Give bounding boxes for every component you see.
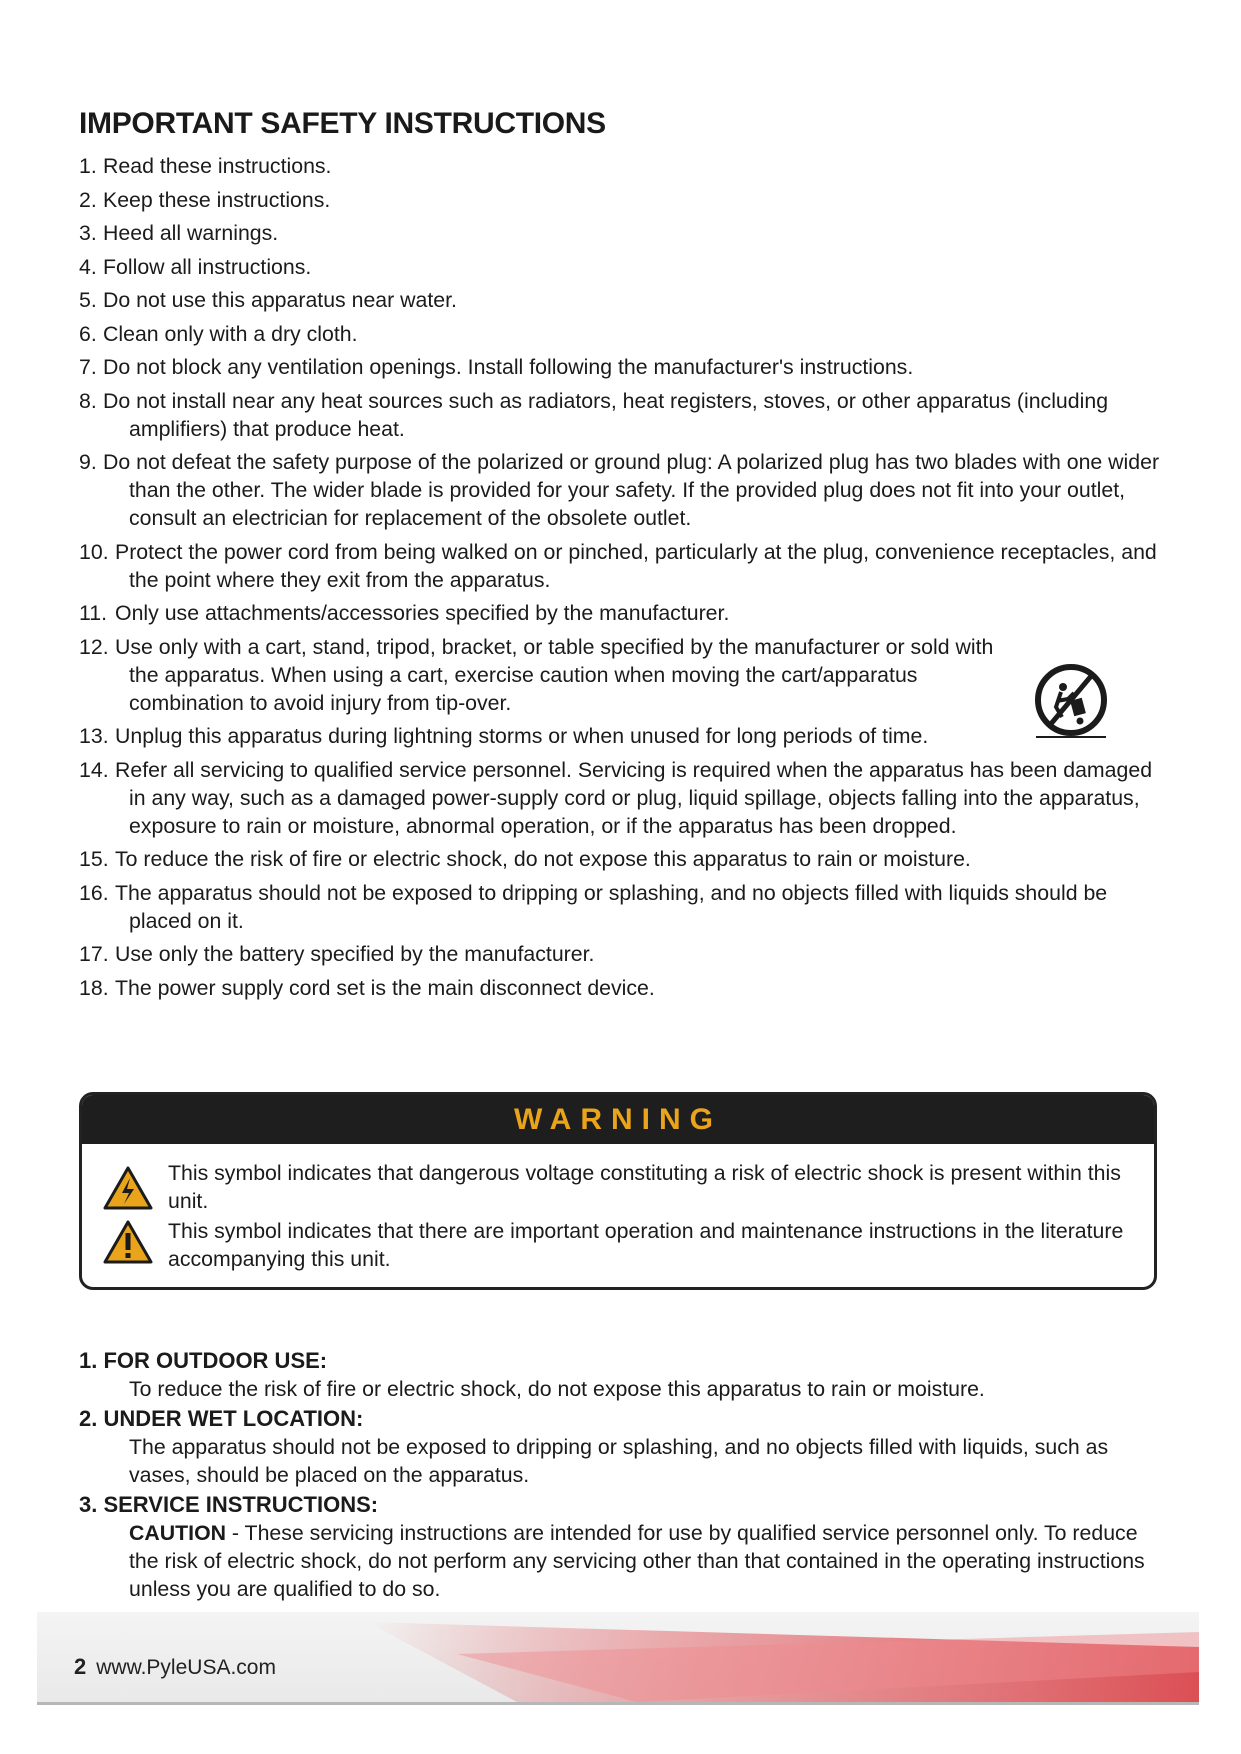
warning-header: WARNING [82,1095,1154,1144]
item-text: Follow all instructions. [103,254,312,279]
item-number: 11. [79,601,108,625]
item-text: Read these instructions. [103,154,332,178]
instruction-item [79,756,1174,840]
section-text: - These servicing instructions are intended for use by qualified service personnel only. To reduce the risk of electric shock, do not perform any servicing other than that contained in the operating instructions unless you are qualified to do so. [129,1521,1145,1601]
instruction-item [79,940,1174,968]
instruction-item [79,845,1174,873]
safety-instructions-list [79,152,1174,1007]
item-text: Refer all servicing to qualified service personnel. Servicing is required when the apparatus has been damaged in any way, such as a damaged power-supply cord or plug, liquid spillage, objects falling into the apparatus, exposure to rain or moisture, abnormal operation, or if the apparatus has been dropped. [115,757,1153,838]
instruction-item [79,879,1174,935]
item-number: 12. [79,634,109,659]
item-number: 15. [79,847,109,871]
item-number: 8. [79,388,97,413]
instruction-item [79,219,1174,247]
item-text: Do not install near any heat sources such as radiators, heat registers, stoves, or other apparatus (including amplifiers) that produce heat. [103,388,1109,441]
item-number: 16. [79,880,109,905]
warning-box [79,1092,1157,1290]
item-text: To reduce the risk of fire or electric shock, do not expose this apparatus to rain or moisture. [115,847,971,871]
item-number: 5. [79,288,97,312]
section-text: The apparatus should not be exposed to dripping or splashing, and no objects filled with liquids, such as vases, should be placed on the apparatus. [129,1435,1109,1487]
website-url: www.PyleUSA.com [96,1656,276,1679]
item-text: Do not block any ventilation openings. Install following the manufacturer's instructions. [103,355,914,379]
item-text: Clean only with a dry cloth. [103,321,358,346]
item-number: 4. [79,254,97,279]
instruction-item [79,448,1174,532]
item-text: The power supply cord set is the main disconnect device. [115,975,655,1000]
item-number: 1. [79,154,97,178]
instruction-item [79,633,1174,717]
item-number: 2. [79,187,97,212]
footer [74,1654,276,1681]
item-text: Use only with a cart, stand, tripod, bracket, or table specified by the manufacturer or sold with the apparatus. When using a cart, exercise caution when moving the cart/apparatus combination to avoid injury from tip-over. [115,634,994,715]
instruction-item [79,353,1174,381]
item-number: 18. [79,975,109,1000]
item-text: Do not defeat the safety purpose of the polarized or ground plug: A polarized plug has two blades with one wider than the other. The wider blade is provided for your safety. If the provided plug does not fit into your outlet, consult an electrician for replacement of the obsolete outlet. [103,450,1160,530]
section-heading: 1. FOR OUTDOOR USE: [79,1348,328,1373]
item-number: 17. [79,942,109,966]
instruction-item [79,186,1174,214]
item-text: Unplug this apparatus during lightning storms or when unused for long periods of time. [115,724,929,748]
section-body [79,1433,1169,1489]
instruction-item [79,320,1174,348]
instruction-item [79,599,1174,627]
item-text: Do not use this apparatus near water. [103,288,457,312]
item-number: 10. [79,539,109,564]
item-number: 3. [79,221,97,245]
instruction-item [79,974,1174,1002]
exclamation-warning-icon [102,1219,154,1265]
item-text: Protect the power cord from being walked on or pinched, particularly at the plug, convenience receptacles, and the point where they exit from the apparatus. [115,539,1157,592]
instruction-item [79,152,1174,180]
item-text: Heed all warnings. [103,221,279,245]
item-number: 14. [79,757,109,782]
footer-divider [37,1702,1199,1705]
warning-text-voltage: This symbol indicates that dangerous voltage constituting a risk of electric shock is present within this unit. [168,1161,1121,1213]
item-text: Only use attachments/accessories specified by the manufacturer. [115,601,730,625]
page-number: 2 [74,1654,87,1679]
section-text: To reduce the risk of fire or electric shock, do not expose this apparatus to rain or moisture. [129,1377,985,1401]
item-text: Keep these instructions. [103,187,331,212]
usage-sections [79,1347,1169,1605]
instruction-item [79,722,1174,750]
item-text: Use only the battery specified by the manufacturer. [115,942,595,966]
section-heading: 3. SERVICE INSTRUCTIONS: [79,1492,379,1517]
section-body [79,1375,1169,1403]
instruction-item [79,286,1174,314]
warning-text-instructions: This symbol indicates that there are important operation and maintenance instructions in the literature accompanying this unit. [168,1219,1124,1271]
instruction-item [79,538,1174,594]
item-number: 6. [79,321,97,346]
section-heading: 2. UNDER WET LOCATION: [79,1406,364,1431]
section-body [79,1519,1169,1603]
electric-shock-warning-icon [102,1165,154,1211]
item-number: 9. [79,450,97,474]
instruction-item [79,253,1174,281]
item-number: 13. [79,724,109,748]
page-title: IMPORTANT SAFETY INSTRUCTIONS [79,107,606,140]
item-text: The apparatus should not be exposed to dripping or splashing, and no objects filled with liquids should be placed on it. [115,880,1108,933]
instruction-item [79,387,1174,443]
item-number: 7. [79,355,97,379]
cart-tip-over-warning-icon [1030,663,1112,741]
caution-label: CAUTION [129,1521,227,1545]
